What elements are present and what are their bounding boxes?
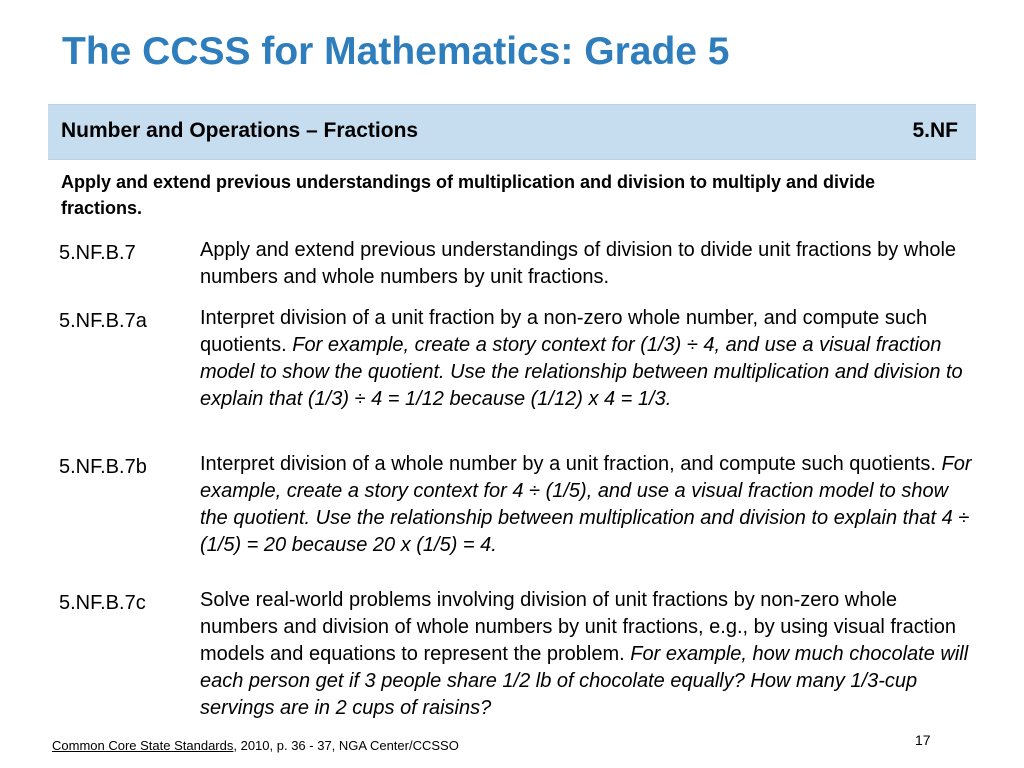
standard-text: Solve real-world problems involving division of unit fractions by non-zero whole numbers and division of whole numbers by unit fractions, e.g., by using visual fraction models and equations to represent the problem.	[200, 589, 956, 665]
citation-text: , 2010, p. 36 - 37, NGA Center/CCSSO	[233, 738, 459, 753]
source-citation	[52, 738, 459, 753]
page-number: 17	[915, 732, 931, 748]
standard-text: Interpret division of a whole number by a unit fraction, and compute such quotients.	[200, 453, 942, 475]
standard-text: Apply and extend previous understandings of division to divide unit fractions by whole numbers and whole numbers by unit fractions.	[200, 239, 957, 288]
standard-code: 5.NF.B.7b	[59, 456, 147, 478]
standard-description	[200, 587, 972, 722]
domain-header-bar	[48, 104, 976, 160]
standard-example: For example, create a story context for 4 ÷ (1/5), and use a visual fraction model to show the quotient. Use the relationship between multiplication and division to explain that 4 ÷ (1/5) = 20 because 20 x (1/5) = 4.	[200, 453, 972, 556]
standard-description	[200, 451, 972, 559]
standard-example: For example, create a story context for (1/3) ÷ 4, and use a visual fraction model to show the quotient. Use the relationship between multiplication and division to explain that (1/3) ÷ 4 = 1/12 because (1/12) x 4 = 1/3.	[200, 334, 963, 410]
standard-text: Interpret division of a unit fraction by a non-zero whole number, and compute such quotients.	[200, 307, 928, 356]
source-link[interactable]: Common Core State Standards	[52, 738, 234, 753]
standard-code: 5.NF.B.7c	[59, 592, 146, 614]
cluster-heading: Apply and extend previous understandings of multiplication and division to multiply and divide fractions.	[61, 172, 876, 218]
standard-description	[200, 237, 972, 291]
standard-description	[200, 305, 972, 413]
slide-title: The CCSS for Mathematics: Grade 5	[62, 30, 730, 73]
standard-example: For example, how much chocolate will each person get if 3 people share 1/2 lb of chocolate equally? How many 1/3-cup servings are in 2 cups of raisins?	[200, 643, 969, 719]
domain-name: Number and Operations – Fractions	[61, 119, 419, 142]
standard-code: 5.NF.B.7	[59, 242, 136, 264]
domain-code: 5.NF	[912, 119, 958, 142]
standard-code: 5.NF.B.7a	[59, 310, 147, 332]
